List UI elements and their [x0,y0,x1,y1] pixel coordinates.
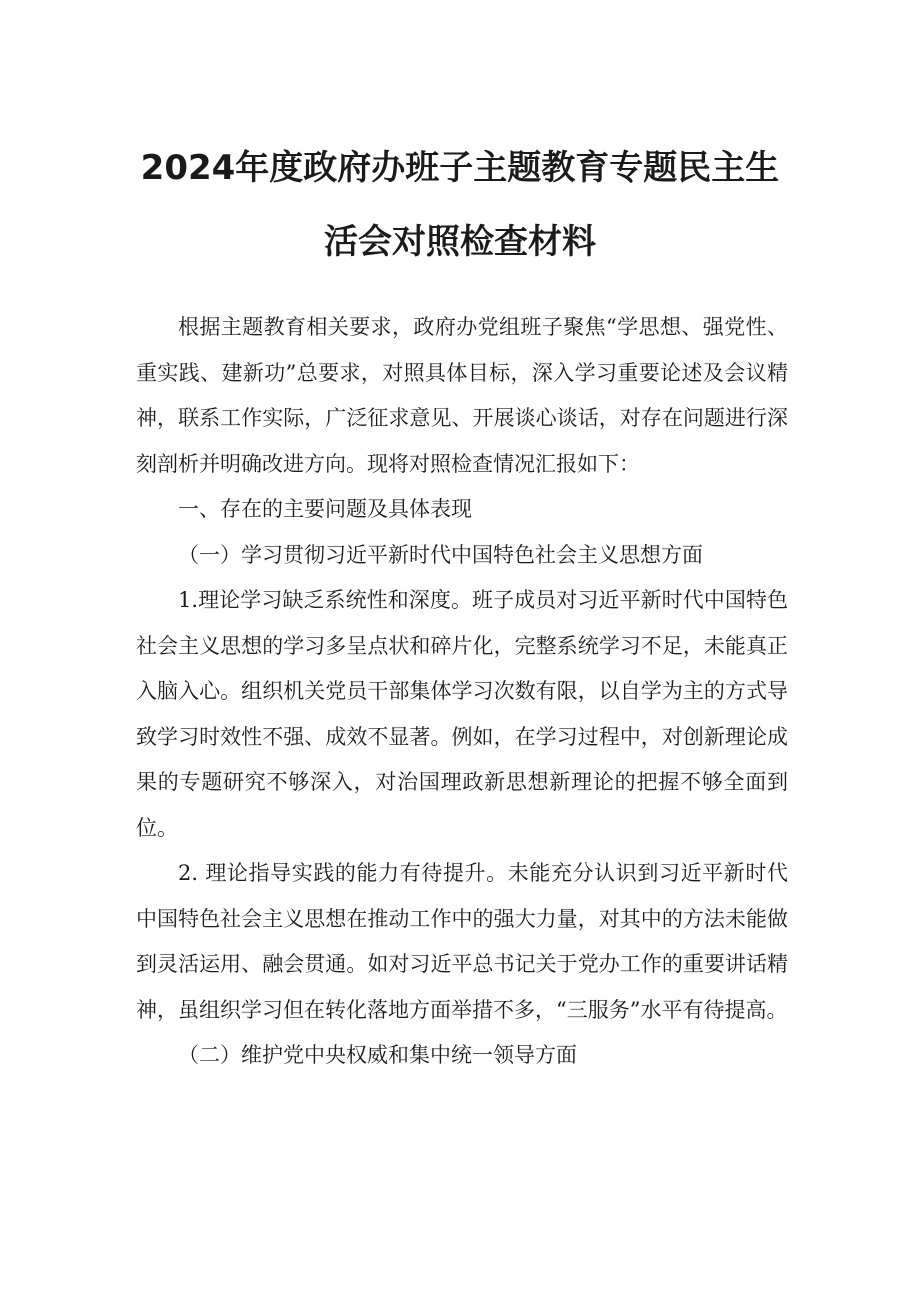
subsection-heading-1: （一）学习贯彻习近平新时代中国特色社会主义思想方面 [178,542,703,567]
intro-paragraph: 根据主题教育相关要求，政府办党组班子聚焦“学思想、强党性、重实践、建新功”总要求，对照具体目标，深入学习重要论述及会议精神，联系工作实际，广泛征求意见、开展谈心谈话，对存在问题进行深刻剖析并明确改进方向。现将对照检查情况汇报如下： [136,315,788,476]
point-paragraph-2: 2. 理论指导实践的能力有待提升。未能充分认识到习近平新时代中国特色社会主义思想在推动工作中的强大力量，对其中的方法未能做到灵活运用、融会贯通。如对习近平总书记关于党办工作的重要讲话精神，虽组织学习但在转化落地方面举措不多，“三服务”水平有待提高。 [136,861,788,1022]
document-body [136,305,788,1079]
point-paragraph-1: 1.理论学习缺乏系统性和深度。班子成员对习近平新时代中国特色社会主义思想的学习多呈点状和碎片化，完整系统学习不足，未能真正入脑入心。组织机关党员干部集体学习次数有限，以自学为主的方式导致学习时效性不强、成效不显著。例如，在学习过程中，对创新理论成果的专题研究不够深入，对治国理政新思想新理论的把握不够全面到位。 [136,588,788,840]
subsection-heading-2: （二）维护党中央权威和集中统一领导方面 [178,1043,577,1067]
document-title-line-1: 2024年度政府办班子主题教育专题民主生 [140,148,780,188]
section-heading-1: 一、存在的主要问题及具体表现 [178,497,472,521]
document-title-line-2: 活会对照检查材料 [324,222,596,262]
